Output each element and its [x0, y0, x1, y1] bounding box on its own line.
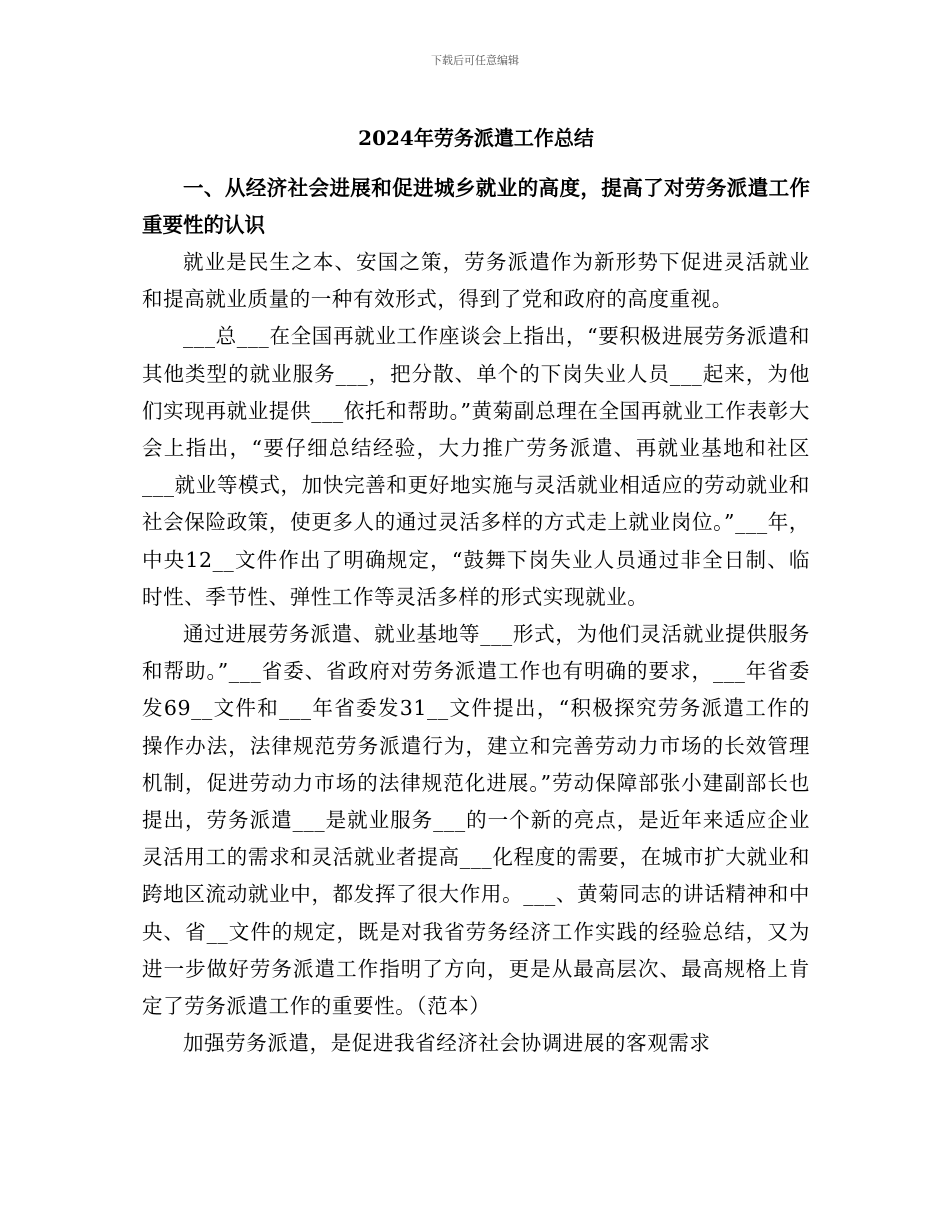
- paragraph-1: 就业是民生之本、安国之策，劳务派遣作为新形势下促进灵活就业和提高就业质量的一种有效形式，得到了党和政府的高度重视。: [142, 250, 810, 312]
- document-body: [142, 120, 810, 1062]
- paragraph-3: 通过进展劳务派遣、就业基地等___形式，为他们灵活就业提供服务和帮助。”___省委、省政府对劳务派遣工作也有明确的要求，___年省委发69__文件和___年省委发31__文件提出，“积极探究劳务派遣工作的操作办法，法律规范劳务派遣行为，建立和完善劳动力市场的长效管理机制，促进劳动力市场的法律规范化进展。”劳动保障部张小建副部长也提出，劳务派遣___是就业服务___的一个新的亮点，是近年来适应企业灵活用工的需求和灵活就业者提高___化程度的需要，在城市扩大就业和跨地区流动就业中，都发挥了很大作用。___、黄菊同志的讲话精神和中央、省__文件的规定，既是对我省劳务经济工作实践的经验总结，又为进一步做好劳务派遣工作指明了方向，更是从最高层次、最高规格上肯定了劳务派遣工作的重要性。（范本）: [142, 622, 810, 1019]
- paragraph-4: 加强劳务派遣，是促进我省经济社会协调进展的客观需求: [183, 1031, 711, 1056]
- header-note: 下载后可任意编辑: [431, 54, 519, 67]
- paragraph-2: ___总___在全国再就业工作座谈会上指出，“要积极进展劳务派遣和其他类型的就业服务___，把分散、单个的下岗失业人员___起来，为他们实现再就业提供___依托和帮助。”黄菊副总理在全国再就业工作表彰大会上指出，“要仔细总结经验，大力推广劳务派遣、再就业基地和社区___就业等模式，加快完善和更好地实施与灵活就业相适应的劳动就业和社会保险政策，使更多人的通过灵活多样的方式走上就业岗位。”___年，中央12__文件作出了明确规定，“鼓舞下岗失业人员通过非全日制、临时性、季节性、弹性工作等灵活多样的形式实现就业。: [142, 324, 810, 609]
- section-heading: 一、从经济社会进展和促进城乡就业的高度，提高了对劳务派遣工作重要性的认识: [142, 176, 810, 237]
- document-title: 2024年劳务派遣工作总结: [358, 126, 594, 150]
